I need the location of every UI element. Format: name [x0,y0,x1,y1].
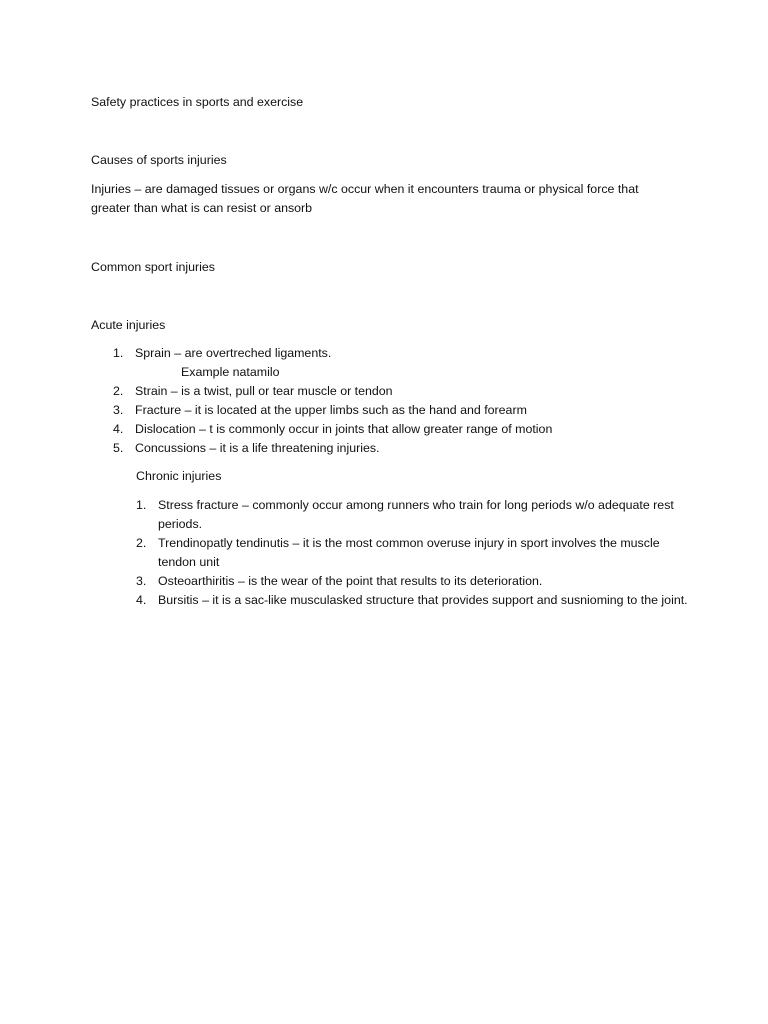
list-text: Fracture – it is located at the upper limbs such as the hand and forearm [135,403,527,417]
list-text: Sprain – are overtreched ligaments. [135,346,332,360]
list-number: 3. [136,574,147,588]
list-number: 2. [136,536,147,550]
list-text: Bursitis – it is a sac-like musculasked structure that provides support and susnioming to the joint. [158,593,688,607]
chronic-injuries-heading: Chronic injuries [136,469,222,483]
list-text: Strain – is a twist, pull or tear muscle or tendon [135,384,393,398]
list-number: 3. [113,403,124,417]
list-number: 1. [113,346,124,360]
document-title: Safety practices in sports and exercise [91,95,304,109]
list-number: 2. [113,384,124,398]
causes-heading: Causes of sports injuries [91,153,227,167]
list-text: Stress fracture – commonly occur among runners who train for long periods w/o adequate rest periods. [158,498,674,531]
list-number: 4. [136,593,147,607]
list-item [0,420,695,439]
list-text: Osteoarthiritis – is the wear of the point that results to its deterioration. [158,574,543,588]
list-item [0,534,688,572]
acute-injuries-heading: Acute injuries [91,318,166,332]
acute-injuries-list [0,344,695,458]
list-text: Dislocation – t is commonly occur in joints that allow greater range of motion [135,422,553,436]
list-text: Trendinopatly tendinutis – it is the most common overuse injury in sport involves the muscle tendon unit [158,536,660,569]
list-item [0,439,695,458]
list-item [0,591,688,610]
list-number: 5. [113,441,124,455]
list-item [0,401,695,420]
list-text: Concussions – it is a life threatening injuries. [135,441,380,455]
list-item [0,496,688,534]
injuries-definition: Injuries – are damaged tissues or organs w/c occur when it encounters trauma or physical force that greater than what is can resist or ansorb [91,182,639,215]
list-number: 1. [136,498,147,512]
list-number: 4. [113,422,124,436]
list-subtext: Example natamilo [181,365,280,379]
common-injuries-heading: Common sport injuries [91,260,215,274]
list-item [0,382,695,401]
list-item [0,572,688,591]
list-item [0,344,695,382]
chronic-injuries-list [0,496,688,610]
